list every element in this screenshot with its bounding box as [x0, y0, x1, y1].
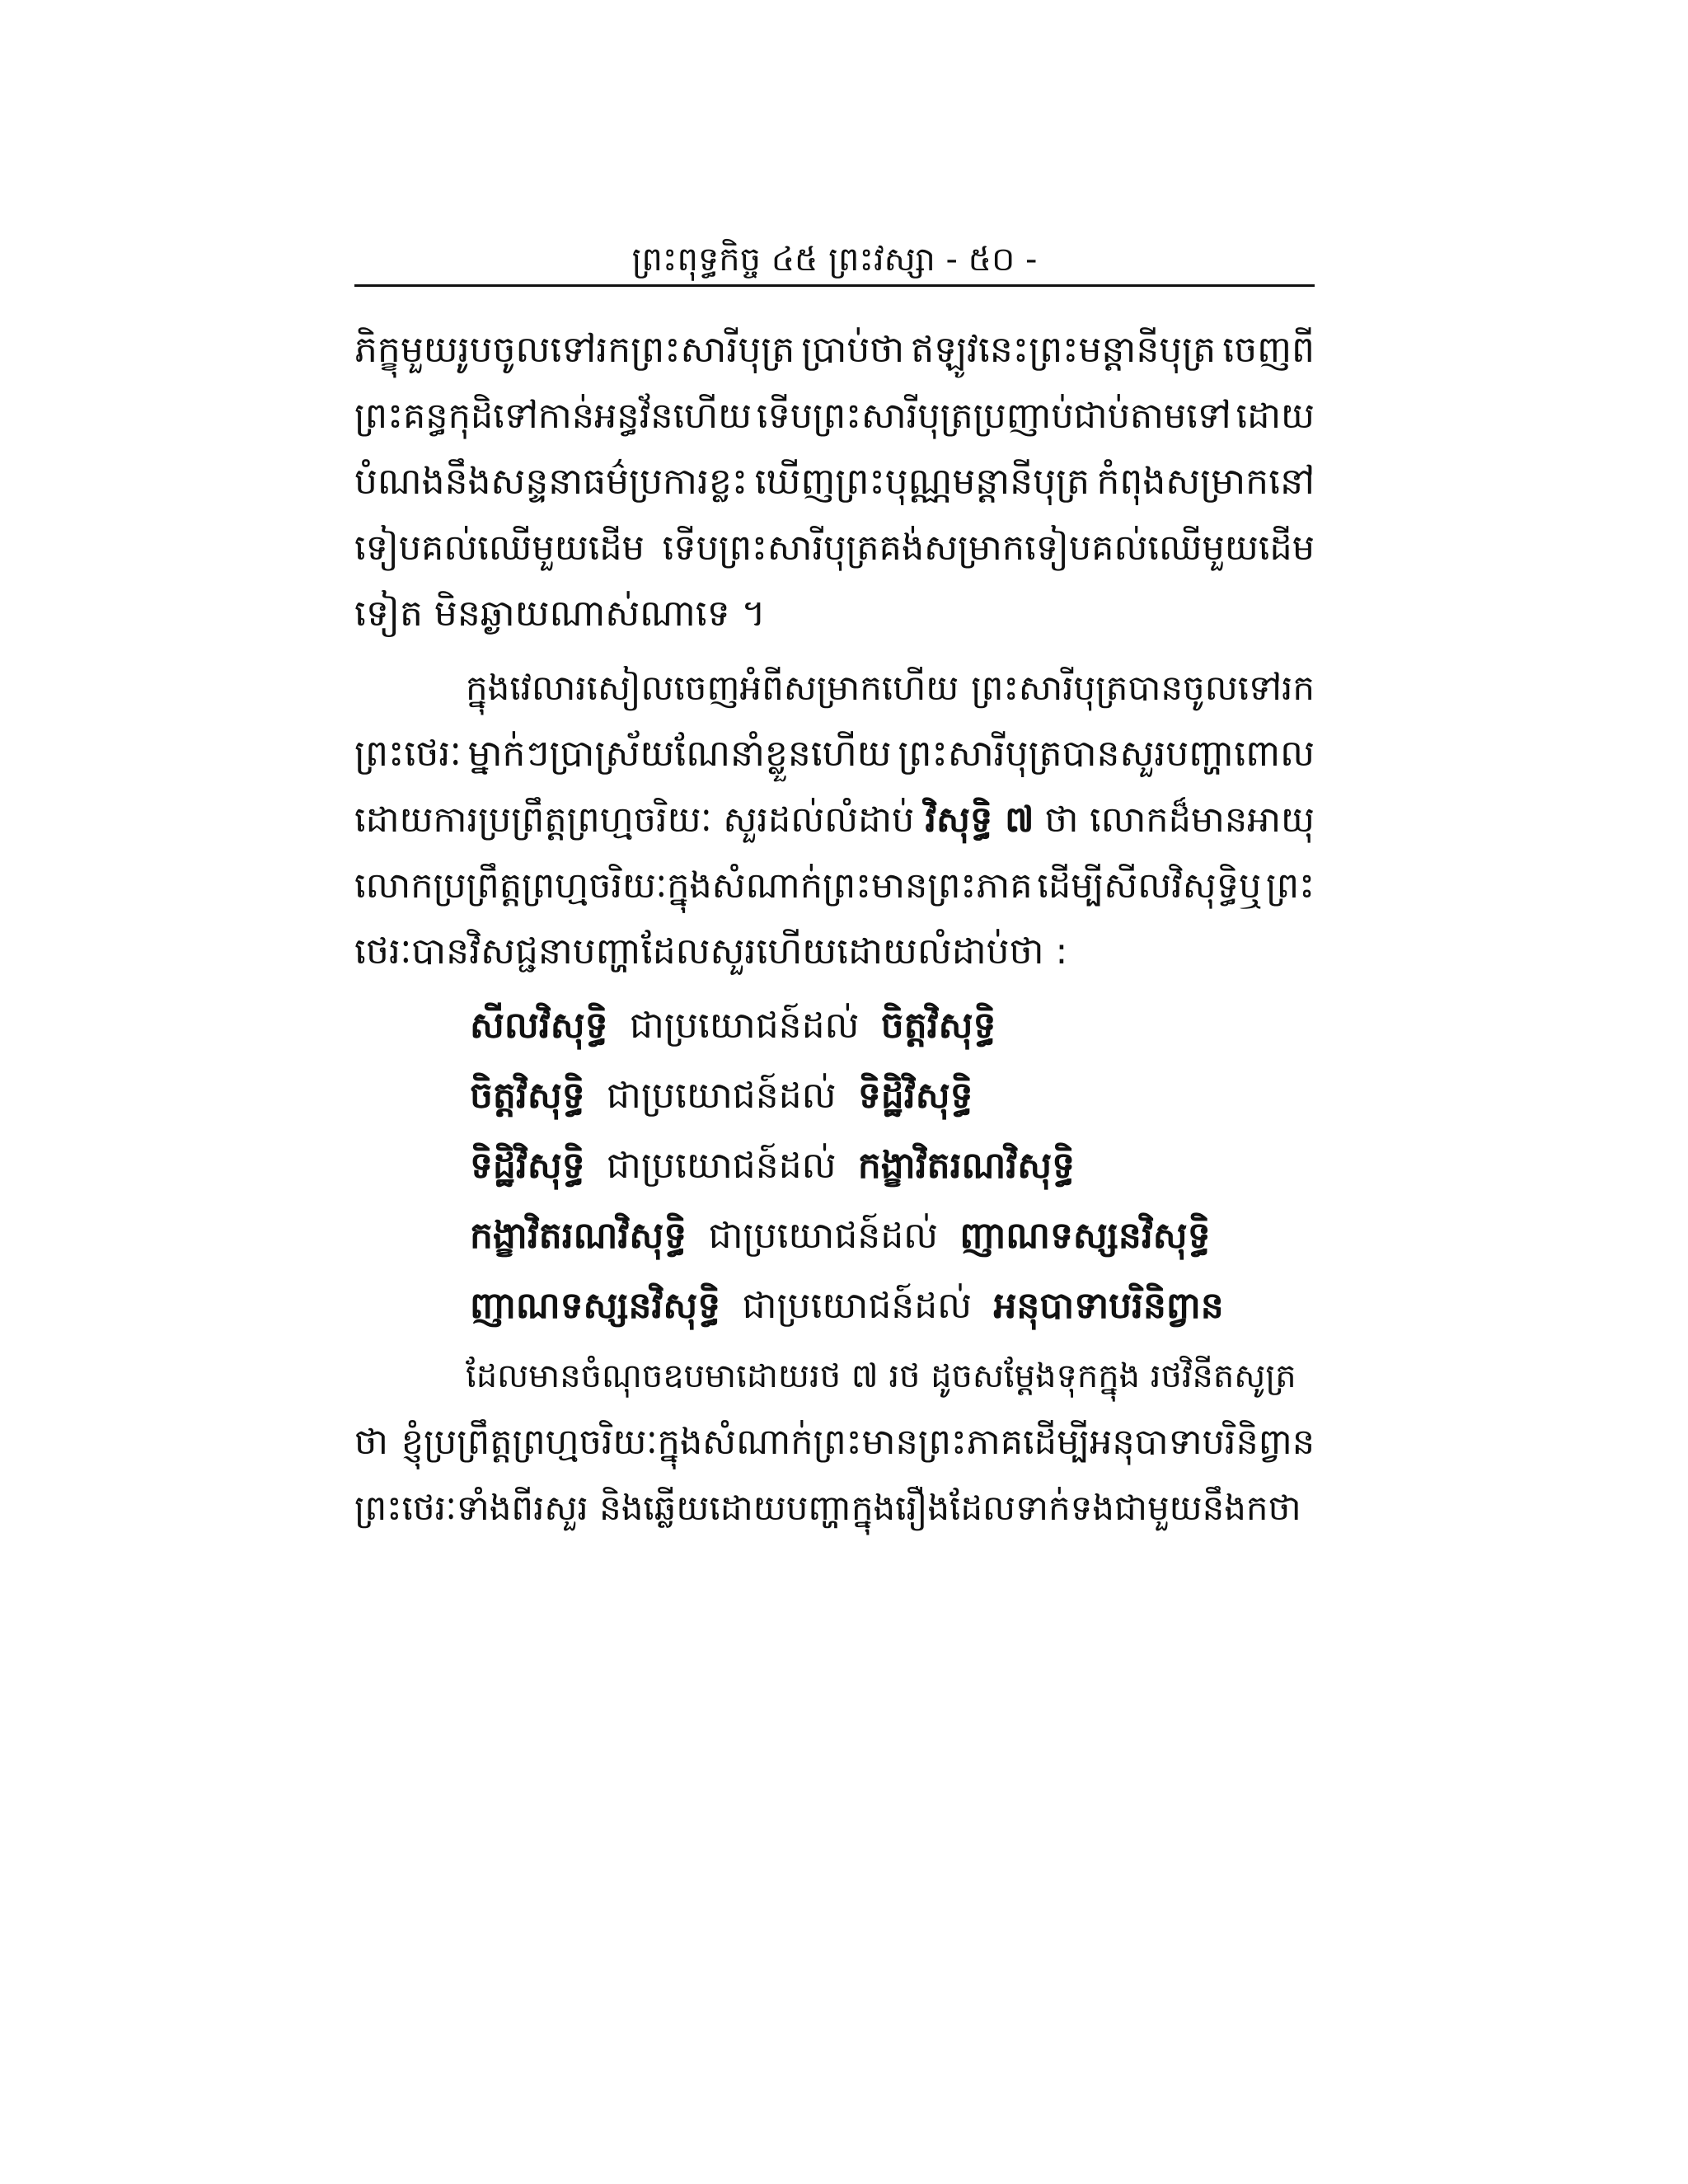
- list-item: [470, 1212, 1211, 1261]
- text-segment: ទៀត មិនឆ្ងាយណាស់ណាទេ ។: [354, 593, 766, 635]
- list-target: អនុបាទាបរិនិព្វាន: [993, 1285, 1224, 1327]
- text-segment: ឃើញព្រះបុណ្ណមន្តានីបុត្រ: [754, 461, 1090, 503]
- text-segment: លោកប្រព្រឹត្តព្រហ្មចរិយៈក្នុងសំណាក់ព្រះមានព្រះភាគ: [354, 865, 1033, 907]
- text-segment: ខ្ញុំប្រព្រឹត្តព្រហ្មចរិយៈក្នុងសំណាក់ព្រះមានព្រះភាគដើម្បីអនុបាទាបរិនិព្វាន: [401, 1422, 1315, 1463]
- text-segment: ព្រះថេរៈ: [354, 733, 462, 775]
- page-header: ព្រះពុទ្ធកិច្ច ៤៥ ព្រះវស្សា - ៥០ -: [631, 241, 1038, 279]
- text-segment: ព្រះគន្ធកុដិទៅកាន់អន្ធវ័នហើយ: [354, 396, 753, 437]
- text-segment: ម្នាក់ៗប្រាស្រ័យណែនាំខ្លួនហើយ: [467, 733, 892, 775]
- text-segment: ថា លោកដ៏មានអាយុ: [1044, 799, 1315, 841]
- text-line: [354, 457, 1315, 507]
- list-term: ចិត្តវិសុទ្ធិ: [470, 1075, 585, 1117]
- list-term: ទិដ្ឋិវិសុទ្ធិ: [470, 1145, 585, 1187]
- list-item: [470, 1282, 1224, 1331]
- text-segment: ទើបព្រះសារីបុត្រគង់សម្រាកទៀបគល់ឈើមួយដើម: [662, 527, 1315, 569]
- header-rule: [354, 284, 1315, 287]
- text-segment: ព្រះសារីបុត្របានចូលទៅរក: [971, 668, 1315, 708]
- list-target: ទិដ្ឋិវិសុទ្ធិ: [857, 1075, 973, 1117]
- list-item: [470, 1071, 973, 1121]
- text-segment: ប្រាប់ថា: [801, 329, 905, 371]
- list-target: ចិត្តវិសុទ្ធិ: [880, 1005, 996, 1047]
- text-segment: ព្រះសារីបុត្របានសួរបញ្ហាពោល: [898, 733, 1315, 775]
- text-line: [466, 663, 1315, 713]
- list-term: សីលវិសុទ្ធិ: [470, 1005, 608, 1047]
- text-segment: ថេរៈបានវិសជ្ជនាបញ្ហាដែលសួរហើយដោយលំដាប់ថា :: [354, 930, 1068, 972]
- text-line: [354, 861, 1315, 911]
- text-line: [354, 927, 1315, 977]
- text-segment: ព្រះថេរៈទាំងពីរសួរ និងឆ្លើយដោយបញ្ហាក្នុងរឿងដែលទាក់ទងជាមួយនឹងកថា: [354, 1488, 1301, 1528]
- list-item: [470, 1001, 996, 1051]
- list-link: ជាប្រយោជន៍ដល់: [607, 1145, 837, 1187]
- text-line: [354, 729, 1315, 779]
- list-target: ញាណទស្សនវិសុទ្ធិ: [959, 1215, 1211, 1257]
- text-segment: ទើបព្រះសារីបុត្រប្រញាប់ជាប់តាមទៅ: [756, 396, 1231, 437]
- text-segment: ចេញពី: [1222, 329, 1315, 371]
- text-segment: កំពុងសម្រាកនៅ: [1096, 461, 1315, 503]
- text-line: [354, 589, 1315, 639]
- text-segment: ដើម្បីសីលវិសុទ្ធិឬ: [1037, 865, 1262, 907]
- bold-term: វិសុទ្ធិ ៧: [925, 799, 1034, 841]
- list-item: [470, 1141, 1075, 1191]
- text-segment: ថា: [354, 1422, 388, 1463]
- text-segment: បំណងនឹងសន្ទនាធម៌ប្រការខ្លះ: [354, 461, 748, 503]
- text-line: [354, 326, 1315, 375]
- text-segment: ឥឡូវនេះព្រះមន្តានីបុត្រ: [911, 329, 1217, 371]
- list-target: កង្ខាវិតរណវិសុទ្ធិ: [857, 1145, 1076, 1187]
- text-line: [466, 1352, 1315, 1401]
- text-segment: ដោយការប្រព្រឹត្តព្រហ្មចរិយៈ សួរដល់លំដាប់: [354, 799, 915, 841]
- text-segment: ដែលមានចំណុចឧបមាដោយរថ ៧ រថ ដូចសម្តែងទុកក្នុង រថវិនីតសូត្រ: [466, 1357, 1296, 1395]
- text-segment: ទៀបគល់ឈើមួយដើម: [354, 527, 645, 569]
- text-line: [354, 795, 1315, 845]
- text-line: [354, 391, 1315, 441]
- text-line: [354, 1418, 1315, 1467]
- list-link: ជាប្រយោជន៍ដល់: [742, 1285, 973, 1327]
- text-line: [354, 523, 1315, 573]
- list-term: ញាណទស្សនវិសុទ្ធិ: [470, 1285, 721, 1327]
- list-link: ជាប្រយោជន៍ដល់: [607, 1075, 837, 1117]
- list-link: ជាប្រយោជន៍ដល់: [629, 1005, 860, 1047]
- list-link: ជាប្រយោជន៍ដល់: [708, 1215, 939, 1257]
- text-segment: ព្រះ: [1265, 865, 1315, 907]
- text-segment: ដោយ: [1236, 396, 1315, 437]
- text-segment: ក្នុងវេលារសៀលចេញអំពីសម្រាកហើយ: [466, 668, 959, 708]
- text-segment: ភិក្ខុមួយរូបចូលទៅរកព្រះសារីបុត្រ: [354, 329, 795, 371]
- list-term: កង្ខាវិតរណវិសុទ្ធិ: [470, 1215, 687, 1257]
- text-line: [354, 1483, 1315, 1533]
